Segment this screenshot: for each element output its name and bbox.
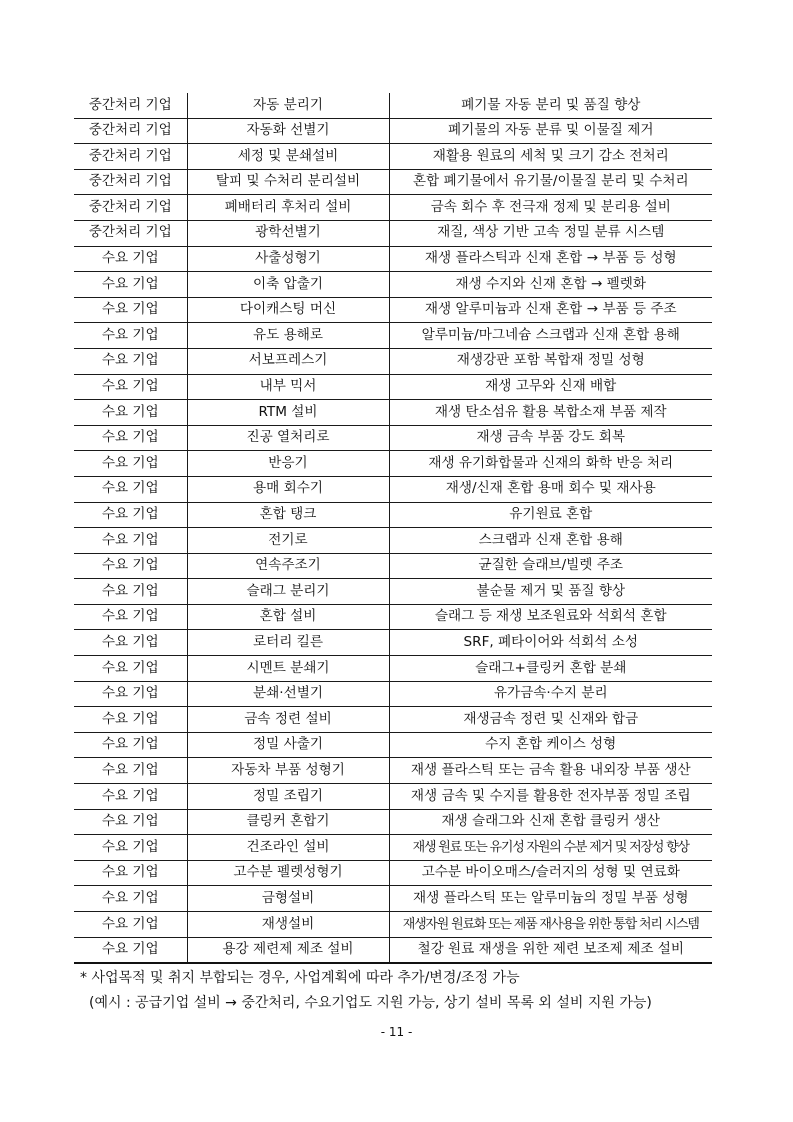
company-cell: 수요 기업	[74, 860, 187, 886]
company-cell: 수요 기업	[74, 451, 187, 477]
table-row	[74, 579, 712, 605]
company-cell: 수요 기업	[74, 553, 187, 579]
company-cell: 수요 기업	[74, 630, 187, 656]
company-cell: 중간처리 기업	[74, 118, 187, 144]
purpose-cell: SRF, 폐타이어와 석회석 소성	[389, 630, 712, 656]
company-cell: 수요 기업	[74, 272, 187, 298]
equipment-cell: 내부 믹서	[187, 374, 389, 400]
purpose-cell: 유기원료 혼합	[389, 502, 712, 528]
table-row	[74, 93, 712, 118]
company-cell: 수요 기업	[74, 374, 187, 400]
purpose-cell: 재생 수지와 신재 혼합 → 펠렛화	[389, 272, 712, 298]
equipment-cell: 폐배터리 후처리 설비	[187, 195, 389, 221]
purpose-cell: 폐기물의 자동 분류 및 이물질 제거	[389, 118, 712, 144]
equipment-cell: 혼합 탱크	[187, 502, 389, 528]
table-row	[74, 604, 712, 630]
table-row	[74, 886, 712, 912]
company-cell: 수요 기업	[74, 579, 187, 605]
purpose-cell: 재생 알루미늄과 신재 혼합 → 부품 등 주조	[389, 297, 712, 323]
footnote-line-1: * 사업목적 및 취지 부합되는 경우, 사업계획에 따라 추가/변경/조정 가능	[80, 970, 520, 986]
table-row	[74, 681, 712, 707]
purpose-cell: 수지 혼합 케이스 성형	[389, 732, 712, 758]
company-cell: 수요 기업	[74, 476, 187, 502]
table-row	[74, 400, 712, 426]
equipment-cell: 자동화 선별기	[187, 118, 389, 144]
company-cell: 수요 기업	[74, 835, 187, 861]
equipment-cell: 클링커 혼합기	[187, 809, 389, 835]
equipment-cell: 이축 압출기	[187, 272, 389, 298]
purpose-cell: 금속 회수 후 전극재 정제 및 분리용 설비	[389, 195, 712, 221]
company-cell: 중간처리 기업	[74, 220, 187, 246]
company-cell: 수요 기업	[74, 809, 187, 835]
table-row	[74, 630, 712, 656]
equipment-cell: 시멘트 분쇄기	[187, 656, 389, 682]
table-row	[74, 195, 712, 221]
equipment-cell: 금속 정련 설비	[187, 707, 389, 733]
equipment-cell: 혼합 설비	[187, 604, 389, 630]
table-row	[74, 656, 712, 682]
table-row	[74, 272, 712, 298]
equipment-cell: 정밀 사출기	[187, 732, 389, 758]
equipment-table	[74, 93, 712, 964]
equipment-cell: 용매 회수기	[187, 476, 389, 502]
footnote-line-2: (예시 : 공급기업 설비 → 중간처리, 수요기업도 지원 가능, 상기 설비 목록 외 설비 지원 가능)	[89, 995, 652, 1011]
purpose-cell: 알루미늄/마그네슘 스크랩과 신재 혼합 용해	[389, 323, 712, 349]
table-row	[74, 169, 712, 195]
table-row	[74, 937, 712, 963]
table-row	[74, 476, 712, 502]
equipment-cell: 자동 분리기	[187, 93, 389, 118]
purpose-cell: 유가금속·수지 분리	[389, 681, 712, 707]
equipment-cell: 유도 용해로	[187, 323, 389, 349]
company-cell: 수요 기업	[74, 886, 187, 912]
equipment-cell: 슬래그 분리기	[187, 579, 389, 605]
purpose-cell: 고수분 바이오매스/슬러지의 성형 및 연료화	[389, 860, 712, 886]
company-cell: 수요 기업	[74, 681, 187, 707]
company-cell: 수요 기업	[74, 912, 187, 938]
purpose-cell: 스크랩과 신재 혼합 용해	[389, 528, 712, 554]
purpose-cell: 재생 플라스틱과 신재 혼합 → 부품 등 성형	[389, 246, 712, 272]
table-row	[74, 451, 712, 477]
purpose-cell: 재생자원 원료화 또는 제품 재사용을 위한 통합 처리 시스템	[389, 912, 712, 938]
table-row	[74, 144, 712, 170]
company-cell: 수요 기업	[74, 758, 187, 784]
company-cell: 수요 기업	[74, 323, 187, 349]
company-cell: 중간처리 기업	[74, 195, 187, 221]
table-row	[74, 220, 712, 246]
company-cell: 수요 기업	[74, 502, 187, 528]
page-number: - 11 -	[380, 1025, 413, 1039]
purpose-cell: 슬래그 등 재생 보조원료와 석회석 혼합	[389, 604, 712, 630]
purpose-cell: 재질, 색상 기반 고속 정밀 분류 시스템	[389, 220, 712, 246]
purpose-cell: 재생/신재 혼합 용매 회수 및 재사용	[389, 476, 712, 502]
equipment-cell: 서보프레스기	[187, 348, 389, 374]
equipment-table-container	[74, 93, 712, 964]
table-row	[74, 707, 712, 733]
equipment-cell: 세정 및 분쇄설비	[187, 144, 389, 170]
purpose-cell: 재생 고무와 신재 배합	[389, 374, 712, 400]
company-cell: 중간처리 기업	[74, 93, 187, 118]
equipment-cell: 반응기	[187, 451, 389, 477]
company-cell: 수요 기업	[74, 297, 187, 323]
company-cell: 수요 기업	[74, 246, 187, 272]
company-cell: 수요 기업	[74, 528, 187, 554]
footnote-block	[80, 966, 652, 1016]
company-cell: 중간처리 기업	[74, 169, 187, 195]
company-cell: 수요 기업	[74, 656, 187, 682]
equipment-cell: 건조라인 설비	[187, 835, 389, 861]
table-row	[74, 118, 712, 144]
equipment-cell: 분쇄·선별기	[187, 681, 389, 707]
equipment-table-body	[74, 93, 712, 963]
company-cell: 수요 기업	[74, 937, 187, 963]
company-cell: 수요 기업	[74, 348, 187, 374]
purpose-cell: 슬래그+클링커 혼합 분쇄	[389, 656, 712, 682]
equipment-cell: 전기로	[187, 528, 389, 554]
equipment-cell: 탈피 및 수처리 분리설비	[187, 169, 389, 195]
table-row	[74, 297, 712, 323]
table-row	[74, 246, 712, 272]
table-row	[74, 348, 712, 374]
purpose-cell: 재활용 원료의 세척 및 크기 감소 전처리	[389, 144, 712, 170]
purpose-cell: 재생 금속 및 수지를 활용한 전자부품 정밀 조립	[389, 784, 712, 810]
table-row	[74, 835, 712, 861]
table-row	[74, 374, 712, 400]
purpose-cell: 폐기물 자동 분리 및 품질 향상	[389, 93, 712, 118]
purpose-cell: 재생 플라스틱 또는 알루미늄의 정밀 부품 성형	[389, 886, 712, 912]
purpose-cell: 재생 유기화합물과 신재의 화학 반응 처리	[389, 451, 712, 477]
table-row	[74, 784, 712, 810]
table-row	[74, 425, 712, 451]
purpose-cell: 재생강판 포함 복합재 정밀 성형	[389, 348, 712, 374]
equipment-cell: 금형설비	[187, 886, 389, 912]
equipment-cell: 다이캐스팅 머신	[187, 297, 389, 323]
equipment-cell: 고수분 펠렛성형기	[187, 860, 389, 886]
equipment-cell: 연속주조기	[187, 553, 389, 579]
table-row	[74, 323, 712, 349]
equipment-cell: 광학선별기	[187, 220, 389, 246]
company-cell: 수요 기업	[74, 707, 187, 733]
equipment-cell: 정밀 조립기	[187, 784, 389, 810]
purpose-cell: 혼합 폐기물에서 유기물/이물질 분리 및 수처리	[389, 169, 712, 195]
equipment-cell: 로터리 킬른	[187, 630, 389, 656]
table-row	[74, 860, 712, 886]
table-row	[74, 732, 712, 758]
company-cell: 중간처리 기업	[74, 144, 187, 170]
purpose-cell: 재생금속 정련 및 신재와 합금	[389, 707, 712, 733]
equipment-cell: 사출성형기	[187, 246, 389, 272]
table-row	[74, 809, 712, 835]
purpose-cell: 재생 원료 또는 유기성 자원의 수분 제거 및 저장성 향상	[389, 835, 712, 861]
table-row	[74, 528, 712, 554]
purpose-cell: 재생 플라스틱 또는 금속 활용 내외장 부품 생산	[389, 758, 712, 784]
purpose-cell: 불순물 제거 및 품질 향상	[389, 579, 712, 605]
company-cell: 수요 기업	[74, 425, 187, 451]
equipment-cell: 진공 열처리로	[187, 425, 389, 451]
company-cell: 수요 기업	[74, 400, 187, 426]
equipment-cell: 재생설비	[187, 912, 389, 938]
table-row	[74, 912, 712, 938]
company-cell: 수요 기업	[74, 784, 187, 810]
company-cell: 수요 기업	[74, 732, 187, 758]
purpose-cell: 재생 탄소섬유 활용 복합소재 부품 제작	[389, 400, 712, 426]
company-cell: 수요 기업	[74, 604, 187, 630]
equipment-cell: 용강 제련제 제조 설비	[187, 937, 389, 963]
purpose-cell: 균질한 슬래브/빌렛 주조	[389, 553, 712, 579]
equipment-cell: 자동차 부품 성형기	[187, 758, 389, 784]
equipment-cell: RTM 설비	[187, 400, 389, 426]
table-row	[74, 502, 712, 528]
purpose-cell: 재생 슬래그와 신재 혼합 클링커 생산	[389, 809, 712, 835]
purpose-cell: 재생 금속 부품 강도 회복	[389, 425, 712, 451]
table-row	[74, 758, 712, 784]
table-row	[74, 553, 712, 579]
purpose-cell: 철강 원료 재생을 위한 제련 보조제 제조 설비	[389, 937, 712, 963]
